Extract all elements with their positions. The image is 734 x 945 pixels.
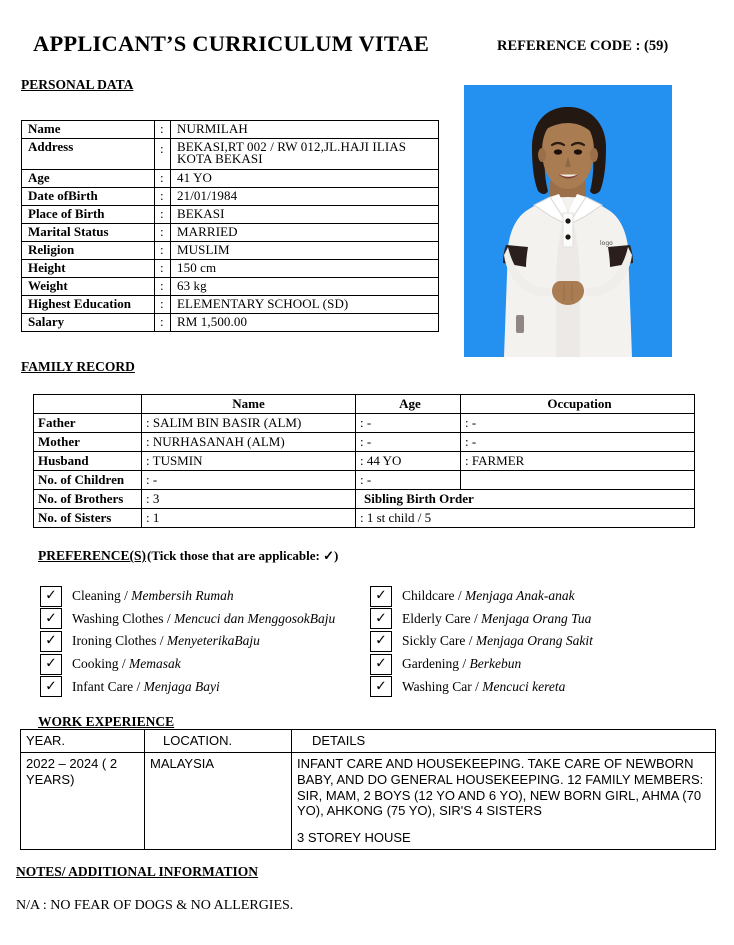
family-value-brothers: : 3 bbox=[142, 490, 356, 509]
pref-id: Mencuci dan MenggosokBaju bbox=[174, 610, 336, 626]
check-icon: ✓ bbox=[45, 633, 57, 650]
svg-text:logo: logo bbox=[600, 240, 613, 247]
section-heading-personal-data: PERSONAL DATA bbox=[21, 77, 134, 92]
pref-sep: / bbox=[465, 633, 476, 649]
preference-label-washing-clothes bbox=[72, 611, 335, 627]
personal-label-salary: Salary bbox=[22, 314, 155, 332]
pref-id: Mencuci kereta bbox=[482, 678, 566, 694]
pref-id: Berkebun bbox=[469, 656, 522, 672]
personal-label-age: Age bbox=[22, 170, 155, 188]
personal-label-address: Address bbox=[22, 139, 155, 170]
personal-value-name: NURMILAH bbox=[171, 121, 439, 139]
pref-id: Menjaga Anak-anak bbox=[465, 588, 575, 604]
table-row bbox=[22, 314, 439, 332]
preference-label-cleaning bbox=[72, 588, 234, 604]
personal-value-date-of-birth: 21/01/1984 bbox=[171, 188, 439, 206]
family-label-children: No. of Children bbox=[34, 471, 142, 490]
preference-label-washing-car bbox=[402, 679, 565, 695]
personal-colon-height: : bbox=[155, 260, 171, 278]
personal-label-place-of-birth: Place of Birth bbox=[22, 206, 155, 224]
pref-sep: / bbox=[120, 588, 132, 604]
check-icon: ✓ bbox=[45, 588, 57, 605]
table-row bbox=[22, 206, 439, 224]
pref-sep: / bbox=[133, 678, 144, 694]
work-details-paragraph-1: INFANT CARE AND HOUSEKEEPING. TAKE CARE OF NEWBORN BABY, AND DO GENERAL HOUSEKEEPING. 12 FAMILY MEMBERS: SIR, MAM, 2 BOYS (12 YO AND 6 YO), NEW BORN GIRL, AHMA (70 YO), AHKONG (75 YO), SIR'S 4 SISTERS bbox=[297, 755, 704, 819]
preferences-column-right bbox=[370, 585, 593, 698]
table-row bbox=[34, 452, 695, 471]
family-occupation-husband: : FARMER bbox=[461, 452, 695, 471]
checkbox-cooking[interactable] bbox=[40, 654, 62, 675]
address-line-1: BEKASI,RT 002 / RW 012,JL.HAJI ILIAS bbox=[177, 139, 407, 154]
pref-id: Menjaga Orang Tua bbox=[481, 610, 592, 626]
personal-value-place-of-birth: BEKASI bbox=[171, 206, 439, 224]
pref-id: Menjaga Bayi bbox=[143, 678, 220, 694]
table-header-row bbox=[21, 730, 716, 753]
family-occupation-mother: : - bbox=[461, 433, 695, 452]
pref-id: Memasak bbox=[129, 656, 181, 672]
personal-label-height: Height bbox=[22, 260, 155, 278]
family-record-table bbox=[33, 394, 695, 528]
preference-label-sickly-care bbox=[402, 633, 593, 649]
checkbox-gardening[interactable] bbox=[370, 654, 392, 675]
personal-label-weight: Weight bbox=[22, 278, 155, 296]
personal-value-religion: MUSLIM bbox=[171, 242, 439, 260]
personal-value-address bbox=[171, 139, 439, 170]
pref-en: Ironing Clothes bbox=[72, 633, 157, 649]
family-age-father: : - bbox=[356, 414, 461, 433]
preference-item-washing-clothes[interactable] bbox=[40, 608, 335, 631]
personal-label-name: Name bbox=[22, 121, 155, 139]
pref-en: Infant Care bbox=[72, 678, 134, 694]
pref-en: Elderly Care bbox=[402, 610, 471, 626]
pref-sep: / bbox=[118, 656, 130, 672]
personal-colon-religion: : bbox=[155, 242, 171, 260]
table-row bbox=[34, 490, 695, 509]
personal-colon-address: : bbox=[155, 139, 171, 170]
table-row bbox=[22, 296, 439, 314]
family-label-sisters: No. of Sisters bbox=[34, 509, 142, 528]
sibling-birth-order-value: : 1 st child / 5 bbox=[356, 509, 695, 528]
preferences-column-left bbox=[40, 585, 335, 698]
pref-sep: / bbox=[471, 678, 483, 694]
work-header-location: LOCATION. bbox=[145, 730, 292, 753]
personal-colon-salary: : bbox=[155, 314, 171, 332]
table-row bbox=[22, 242, 439, 260]
pref-sep: / bbox=[454, 588, 465, 604]
preference-label-cooking bbox=[72, 656, 181, 672]
personal-value-height: 150 cm bbox=[171, 260, 439, 278]
preference-label-elderly-care bbox=[402, 611, 591, 627]
work-header-year: YEAR. bbox=[21, 730, 145, 753]
work-details-paragraph-2: 3 STOREY HOUSE bbox=[297, 830, 411, 846]
family-age-husband: : 44 YO bbox=[356, 452, 461, 471]
preference-item-elderly-care[interactable] bbox=[370, 608, 593, 631]
pref-en: Gardening bbox=[402, 656, 459, 672]
personal-value-weight: 63 kg bbox=[171, 278, 439, 296]
check-icon: ✓ bbox=[45, 610, 57, 627]
applicant-photo bbox=[464, 85, 672, 357]
personal-value-age: 41 YO bbox=[171, 170, 439, 188]
family-value-sisters: : 1 bbox=[142, 509, 356, 528]
pref-en: Childcare bbox=[402, 588, 455, 604]
personal-data-table bbox=[21, 120, 439, 332]
table-row bbox=[34, 414, 695, 433]
sibling-birth-order-label: Sibling Birth Order bbox=[356, 490, 695, 509]
preference-label-gardening bbox=[402, 656, 521, 672]
pref-id: MenyeterikaBaju bbox=[166, 633, 260, 649]
family-name-children: : - bbox=[142, 471, 356, 490]
personal-label-religion: Religion bbox=[22, 242, 155, 260]
family-age-mother: : - bbox=[356, 433, 461, 452]
work-details-0 bbox=[292, 752, 716, 849]
checkbox-ironing-clothes[interactable] bbox=[40, 631, 62, 652]
family-label-brothers: No. of Brothers bbox=[34, 490, 142, 509]
family-header-occupation: Occupation bbox=[461, 395, 695, 414]
personal-colon-highest-education: : bbox=[155, 296, 171, 314]
family-label-father: Father bbox=[34, 414, 142, 433]
personal-colon-age: : bbox=[155, 170, 171, 188]
table-row bbox=[21, 752, 716, 849]
pref-en: Washing Clothes bbox=[72, 610, 164, 626]
check-icon: ✓ bbox=[375, 610, 387, 627]
section-heading-preferences: PREFERENCE(S) bbox=[38, 548, 147, 563]
check-icon: ✓ bbox=[375, 678, 387, 695]
checkbox-sickly-care[interactable] bbox=[370, 631, 392, 652]
family-header-blank bbox=[34, 395, 142, 414]
personal-label-marital-status: Marital Status bbox=[22, 224, 155, 242]
family-header-age: Age bbox=[356, 395, 461, 414]
table-row bbox=[22, 139, 439, 170]
family-label-husband: Husband bbox=[34, 452, 142, 471]
reference-code: REFERENCE CODE : (59) bbox=[497, 38, 669, 54]
pref-en: Cleaning bbox=[72, 588, 121, 604]
personal-colon-name: : bbox=[155, 121, 171, 139]
family-name-husband: : TUSMIN bbox=[142, 452, 356, 471]
personal-label-date-of-birth: Date ofBirth bbox=[22, 188, 155, 206]
table-row bbox=[34, 433, 695, 452]
table-row bbox=[22, 224, 439, 242]
pref-id: Membersih Rumah bbox=[131, 588, 234, 604]
page-title: APPLICANT’S CURRICULUM VITAE bbox=[33, 31, 430, 56]
family-age-children: : - bbox=[356, 471, 461, 490]
check-icon: ✓ bbox=[375, 633, 387, 650]
family-occupation-children bbox=[461, 471, 695, 490]
preferences-instruction: (Tick those that are applicable: ✓) bbox=[147, 548, 339, 563]
table-row bbox=[34, 509, 695, 528]
family-name-father: : SALIM BIN BASIR (ALM) bbox=[142, 414, 356, 433]
preference-item-cleaning[interactable] bbox=[40, 585, 335, 608]
preference-item-childcare[interactable] bbox=[370, 585, 593, 608]
preference-item-cooking[interactable] bbox=[40, 653, 335, 676]
check-icon: ✓ bbox=[45, 655, 57, 672]
family-header-name: Name bbox=[142, 395, 356, 414]
table-row bbox=[22, 278, 439, 296]
personal-value-highest-education: ELEMENTARY SCHOOL (SD) bbox=[171, 296, 439, 314]
work-experience-table bbox=[20, 729, 716, 850]
pref-sep: / bbox=[458, 656, 470, 672]
table-header-row bbox=[34, 395, 695, 414]
table-row bbox=[22, 170, 439, 188]
check-icon: ✓ bbox=[45, 678, 57, 695]
work-year-0: 2022 – 2024 ( 2 YEARS) bbox=[21, 752, 145, 849]
pref-sep: / bbox=[156, 633, 167, 649]
table-row bbox=[22, 260, 439, 278]
checkbox-infant-care[interactable] bbox=[40, 676, 62, 697]
personal-colon-weight: : bbox=[155, 278, 171, 296]
checkbox-childcare[interactable] bbox=[370, 586, 392, 607]
section-heading-work-experience: WORK EXPERIENCE bbox=[38, 714, 175, 729]
checkbox-elderly-care[interactable] bbox=[370, 608, 392, 629]
family-label-mother: Mother bbox=[34, 433, 142, 452]
section-heading-family-record: FAMILY RECORD bbox=[21, 359, 135, 374]
personal-value-marital-status: MARRIED bbox=[171, 224, 439, 242]
table-row bbox=[34, 471, 695, 490]
personal-colon-place-of-birth: : bbox=[155, 206, 171, 224]
table-row bbox=[22, 188, 439, 206]
personal-colon-date-of-birth: : bbox=[155, 188, 171, 206]
section-heading-notes: NOTES/ ADDITIONAL INFORMATION bbox=[16, 864, 259, 879]
preference-item-sickly-care[interactable] bbox=[370, 630, 593, 653]
personal-value-salary: RM 1,500.00 bbox=[171, 314, 439, 332]
pref-en: Washing Car bbox=[402, 678, 472, 694]
personal-colon-marital-status: : bbox=[155, 224, 171, 242]
pref-sep: / bbox=[163, 610, 175, 626]
pref-id: Menjaga Orang Sakit bbox=[475, 633, 593, 649]
preference-item-ironing-clothes[interactable] bbox=[40, 630, 335, 653]
address-line-2: KOTA BEKASI bbox=[177, 150, 263, 166]
table-row bbox=[22, 121, 439, 139]
personal-label-highest-education: Highest Education bbox=[22, 296, 155, 314]
checkbox-washing-clothes[interactable] bbox=[40, 608, 62, 629]
check-icon: ✓ bbox=[375, 588, 387, 605]
preference-label-childcare bbox=[402, 588, 575, 604]
work-location-0: MALAYSIA bbox=[145, 752, 292, 849]
pref-sep: / bbox=[470, 610, 482, 626]
pref-en: Cooking bbox=[72, 656, 119, 672]
preference-label-ironing-clothes bbox=[72, 633, 260, 649]
pref-en: Sickly Care bbox=[402, 633, 466, 649]
check-icon: ✓ bbox=[375, 655, 387, 672]
checkbox-cleaning[interactable] bbox=[40, 586, 62, 607]
preference-item-gardening[interactable] bbox=[370, 653, 593, 676]
preference-label-infant-care bbox=[72, 679, 220, 695]
preference-item-infant-care[interactable] bbox=[40, 675, 335, 698]
family-occupation-father: : - bbox=[461, 414, 695, 433]
work-header-details: DETAILS bbox=[292, 730, 716, 753]
preference-item-washing-car[interactable] bbox=[370, 675, 593, 698]
checkbox-washing-car[interactable] bbox=[370, 676, 392, 697]
family-name-mother: : NURHASANAH (ALM) bbox=[142, 433, 356, 452]
notes-body-text: N/A : NO FEAR OF DOGS & NO ALLERGIES. bbox=[16, 898, 294, 913]
